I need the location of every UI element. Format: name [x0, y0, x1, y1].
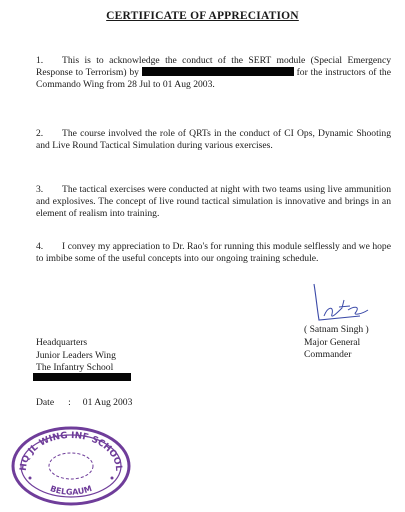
signatory-name: ( Satnam Singh ) — [304, 324, 369, 335]
paragraph-2 — [36, 128, 391, 152]
date-line — [36, 397, 132, 408]
paragraph-3-text: The tactical exercises were conducted at night with two teams using live ammunition and explosives. The concept of live round tactical simulation is innovative and brings in an element of realism into training. — [36, 184, 391, 219]
redaction-bar-address — [33, 373, 131, 381]
signatory-block — [304, 324, 369, 362]
paragraph-3-number: 3. — [36, 184, 44, 195]
certificate-title: CERTIFICATE OF APPRECIATION — [106, 10, 299, 22]
date-label: Date — [36, 397, 55, 408]
svg-text:BELGAUM: BELGAUM — [48, 483, 94, 497]
paragraph-1 — [36, 55, 391, 90]
office-line-2: Junior Leaders Wing — [36, 349, 116, 361]
signatory-rank: Major General — [304, 336, 361, 348]
paragraph-1-text-a: This is to acknowledge the conduct of the SERT module (Special Emergency Response to Terrorism) by — [36, 55, 391, 78]
paragraph-4-number: 4. — [36, 241, 44, 252]
signatory-role: Commander — [304, 349, 352, 360]
paragraph-4 — [36, 241, 391, 265]
paragraph-2-number: 2. — [36, 128, 44, 139]
date-value: 01 Aug 2003 — [82, 397, 133, 408]
paragraph-4-text: I convey my appreciation to Dr. Rao's for running this module selflessly and we hope to imbibe some of the useful concepts into our ongoing training schedule. — [36, 241, 391, 264]
official-seal-stamp — [6, 418, 136, 508]
redaction-bar-inline — [142, 67, 294, 76]
handwritten-signature — [308, 276, 378, 326]
svg-text:HQ JL WING INF SCHOOL: HQ JL WING INF SCHOOL — [18, 430, 124, 472]
paragraph-1-number: 1. — [36, 55, 44, 66]
paragraph-1-text-b: for the instructors of the Commando Wing from 28 Jul to 01 Aug 2003. — [36, 66, 391, 90]
office-line-1: Headquarters — [36, 337, 88, 348]
office-line-3: The Infantry School — [36, 362, 114, 373]
paragraph-3 — [36, 184, 391, 219]
date-colon: : — [68, 397, 71, 408]
office-address-block — [36, 337, 116, 375]
paragraph-2-text: The course involved the role of QRTs in the conduct of CI Ops, Dynamic Shooting and Live Round Tactical Simulation during various exercises. — [36, 128, 391, 151]
